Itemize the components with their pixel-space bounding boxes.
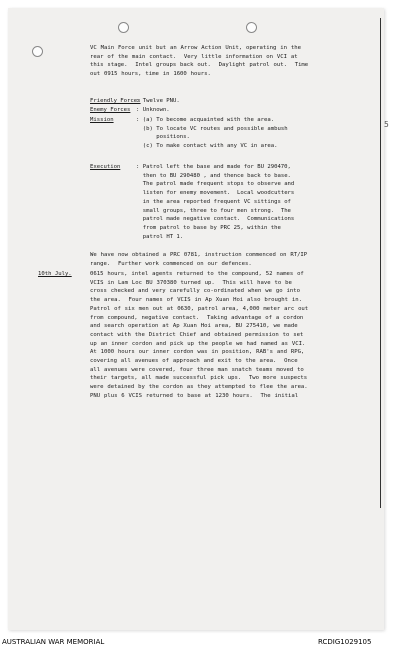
enemy-forces-value: : Unknown. <box>136 107 170 113</box>
friendly-forces-value: : Twelve PNU. <box>136 98 180 104</box>
margin-rule <box>380 18 381 508</box>
record-id-footer: RCDIG1029105 <box>318 638 372 646</box>
radio-paragraph: We have now obtained a PRC 0781, instruction commenced on RT/IP range. Further work commenced on our defences. <box>90 252 308 267</box>
margin-mark: 5 <box>384 120 389 129</box>
archive-footer: AUSTRALIAN WAR MEMORIAL <box>2 638 105 646</box>
date-heading: 10th July. <box>38 271 72 277</box>
execution-heading: Execution <box>90 164 121 170</box>
intro-paragraph: VC Main Force unit but an Arrow Action Unit, operating in the rear of the main contact. Very little information on VCI at this stage. Intel groups back out. Daylight patrol out. Time out 0915 hours, time in 1600 hours. <box>90 45 309 78</box>
punch-hole <box>246 22 257 33</box>
punch-hole <box>32 46 43 57</box>
july-paragraph: 0615 hours, intel agents returned to the compound, 52 names of VCIS in Lam Loc BU 370380 turned up. This will have to be cross checked and very carefully co-ordinated when we go into the area. Four names of VCIS in Ap Xuan Hoi also brought in. Patrol of six men out at 0630, patrol area, 4,000 meter arc out from compound, negative contact. Taking advantage of a cordon and search operation at Ap Xuan Hoi area, BU 275410, we made contact with the District Chief and obtained permission to set up an inner cordon and pick up the people we had named as VCI. At 1000 hours our inner cordon was in position, RAB's and RPG, covering all avenues of approach and exit to the area. Once all avenues were covered, four three man snatch teams moved to their targets, all made successful pick ups. Two more suspects were detained by the cordon as they attempted to flee the area. PNU plus 6 VCIS returned to base at 1230 hours. The initial <box>90 271 309 399</box>
mission-value: : (a) To become acquainted with the area. (b) To locate VC routes and possible ambush positions. (c) To make contact with any VC in area. <box>136 117 288 150</box>
mission-heading: Mission <box>90 117 114 123</box>
enemy-forces-heading: Enemy Forces <box>90 107 131 113</box>
document-page <box>8 8 389 630</box>
friendly-forces-heading: Friendly Forces <box>90 98 141 104</box>
punch-hole <box>118 22 129 33</box>
execution-value: : Patrol left the base and made for BU 290470, then to BU 290480 , and thence back to base. The patrol made frequent stops to observe and listen for enemy movement. Local woodcutters in the area reported frequent VC sittings of small groups, three to four men strong. The patrol made negative contact. Communications from patrol to base by PRC 25, within the patrol HT 1. <box>136 164 295 240</box>
